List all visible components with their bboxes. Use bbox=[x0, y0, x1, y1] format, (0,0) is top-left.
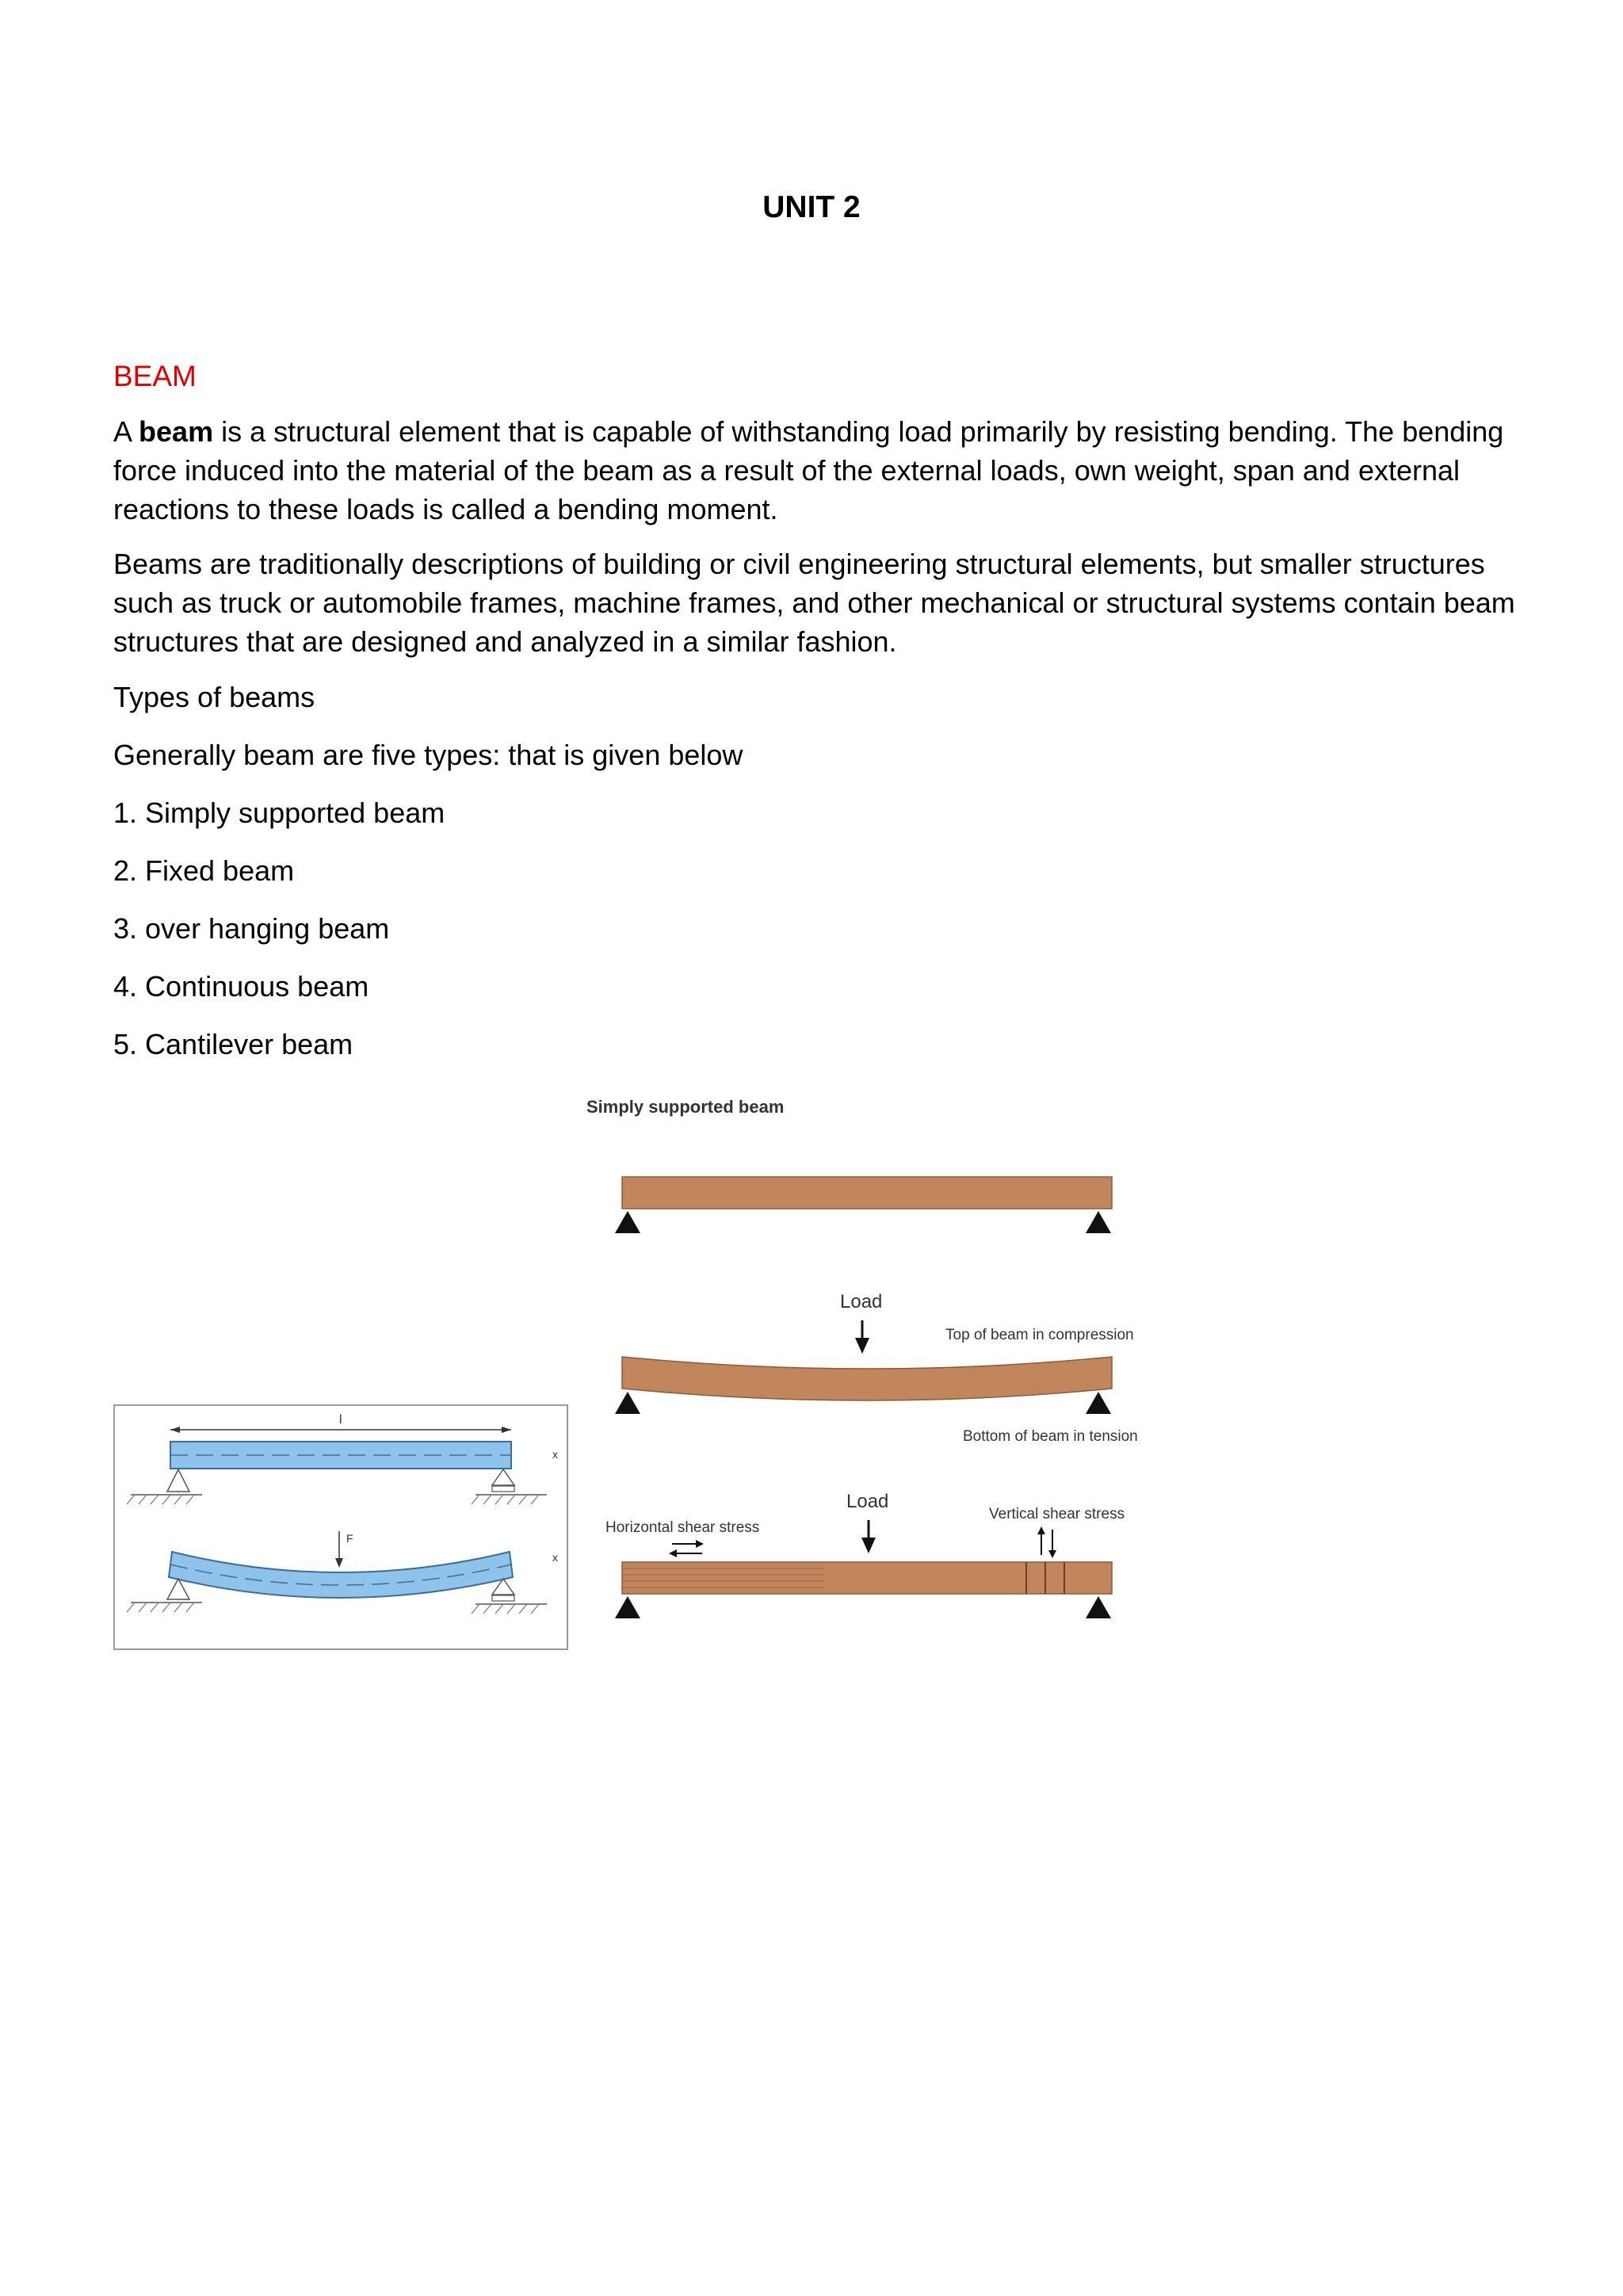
roller-support-icon bbox=[492, 1469, 514, 1485]
left-support-icon bbox=[615, 1596, 640, 1618]
roller-icon bbox=[492, 1595, 514, 1601]
left-support-icon bbox=[615, 1211, 640, 1233]
bent-beam bbox=[622, 1357, 1112, 1400]
compression-label: Top of beam in compression bbox=[945, 1327, 1134, 1343]
beam-definition-paragraph bbox=[113, 412, 1524, 529]
para1-rest: is a structural element that is capable of withstanding load primarily by resisting bending. The bending force induced into the material of the beam as a result of the external loads, own weight, span and external reactions to these loads is called a bending moment. bbox=[113, 415, 1504, 525]
roller-icon bbox=[492, 1486, 514, 1492]
force-arrow-icon bbox=[335, 1558, 343, 1568]
figure-title: Simply supported beam bbox=[586, 1097, 785, 1117]
simply-supported-beam-figure bbox=[586, 1086, 1173, 1625]
load-label-2: Load bbox=[846, 1491, 889, 1512]
arrow-left-icon bbox=[170, 1427, 180, 1433]
horizontal-shear-label: Horizontal shear stress bbox=[605, 1519, 760, 1536]
para1-bold-term: beam bbox=[139, 415, 214, 448]
vertical-shear-label: Vertical shear stress bbox=[989, 1506, 1125, 1522]
list-item: 4. Continuous beam bbox=[113, 970, 369, 1003]
types-intro: Generally beam are five types: that is given below bbox=[113, 739, 743, 771]
section-heading: BEAM bbox=[113, 360, 197, 392]
ground-hatch-icon bbox=[472, 1604, 539, 1614]
list-item: 2. Fixed beam bbox=[113, 854, 295, 887]
beam-deflection-figure bbox=[113, 1404, 568, 1650]
arrow-right-icon bbox=[502, 1427, 511, 1433]
sheared-beam bbox=[622, 1562, 1112, 1594]
page-title: UNIT 2 bbox=[762, 190, 861, 224]
list-item: 3. over hanging beam bbox=[113, 912, 390, 945]
load-label-1: Load bbox=[840, 1291, 883, 1312]
axis-label-bottom: x bbox=[552, 1551, 558, 1564]
para1-lead: A bbox=[113, 415, 139, 448]
vertical-shear-arrows-icon bbox=[1037, 1526, 1056, 1558]
right-support-icon bbox=[1086, 1211, 1111, 1233]
unloaded-beam bbox=[622, 1177, 1112, 1209]
types-label: Types of beams bbox=[113, 681, 315, 713]
horizontal-shear-arrows-icon bbox=[669, 1540, 704, 1557]
list-item: 5. Cantilever beam bbox=[113, 1028, 353, 1060]
list-item: 1. Simply supported beam bbox=[113, 797, 445, 829]
pin-support-icon bbox=[167, 1469, 189, 1492]
load-arrow-icon bbox=[861, 1538, 876, 1553]
left-support-icon bbox=[615, 1392, 640, 1414]
right-support-icon bbox=[1086, 1392, 1111, 1414]
ground-hatch-icon bbox=[472, 1495, 539, 1504]
load-arrow-icon bbox=[855, 1338, 869, 1354]
ground-hatch-icon bbox=[127, 1603, 194, 1612]
beam-deflection-diagram bbox=[115, 1406, 567, 1648]
beam-usage-paragraph: Beams are traditionally descriptions of building or civil engineering structural elements, but smaller structures such as truck or automobile frames, machine frames, and other mechanical or structural systems contain beam structures that are designed and analyzed in a similar fashion. bbox=[113, 548, 1515, 658]
ground-hatch-icon bbox=[127, 1495, 194, 1504]
axis-label-top: x bbox=[552, 1448, 558, 1461]
right-support-icon bbox=[1086, 1596, 1111, 1618]
simply-supported-beam-diagram bbox=[586, 1086, 1173, 1625]
tension-label: Bottom of beam in tension bbox=[963, 1428, 1138, 1445]
beam-types-list bbox=[113, 793, 445, 1083]
length-label: l bbox=[339, 1413, 342, 1427]
force-label: F bbox=[346, 1532, 353, 1545]
